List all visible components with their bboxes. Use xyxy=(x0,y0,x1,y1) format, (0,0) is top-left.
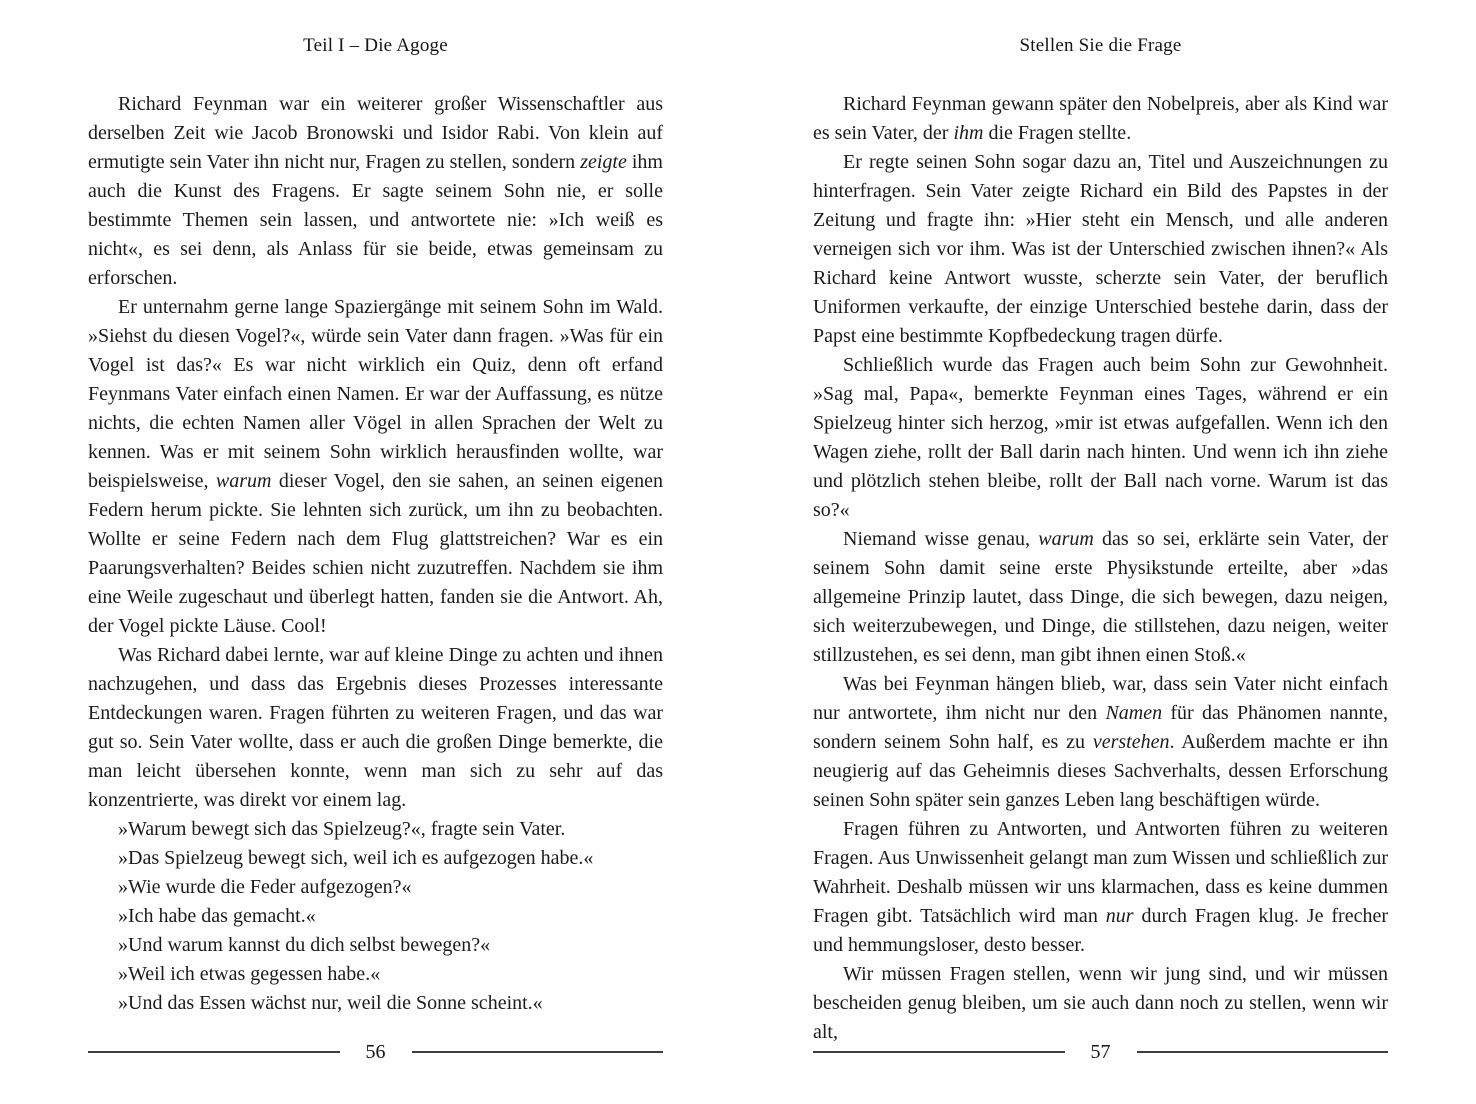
emphasized-text: nur xyxy=(1105,905,1134,927)
body-text: »Und warum kannst du dich selbst bewegen?« xyxy=(118,934,491,956)
page-footer-right xyxy=(738,1042,1476,1062)
paragraph xyxy=(813,525,1388,670)
page-number-right: 57 xyxy=(1090,1041,1111,1063)
body-text: Niemand wisse genau, xyxy=(843,528,1039,550)
body-text: »Ich habe das gemacht.« xyxy=(118,905,316,927)
page-footer-left xyxy=(0,1042,738,1062)
body-text: Richard Feynman gewann später den Nobelpreis, aber als Kind war es sein Vater, der xyxy=(813,93,1388,144)
paragraph xyxy=(88,902,663,931)
body-text: Wir müssen Fragen stellen, wenn wir jung sind, und wir müssen bescheiden genug bleiben, um sie auch dann noch zu stellen, wenn wir alt, xyxy=(813,963,1388,1043)
paragraph xyxy=(88,815,663,844)
running-head-right: Stellen Sie die Frage xyxy=(1019,35,1182,56)
paragraph xyxy=(88,989,663,1018)
page-body-right xyxy=(813,90,1388,1047)
body-text: für das Phänomen nannte, sondern seinem Sohn half, es zu xyxy=(813,702,1388,753)
page-right xyxy=(738,0,1476,1104)
footer-rule-right xyxy=(1137,1051,1389,1053)
paragraph xyxy=(88,90,663,293)
body-text: die Fragen stellte. xyxy=(983,122,1132,144)
paragraph xyxy=(813,670,1388,815)
paragraph xyxy=(88,873,663,902)
emphasized-text: warum xyxy=(1038,528,1094,550)
body-text: Er regte seinen Sohn sogar dazu an, Titel und Auszeichnungen zu hinterfragen. Sein Vater zeigte Richard ein Bild des Papstes in der Zeitung und fragte ihn: »Hier steht ein Mensch, und alle anderen verneigen sich vor ihm. Was ist der Unterschied zwischen ihnen?« Als Richard keine Antwort wusste, scherzte sein Vater, der beruflich Uniformen verkaufte, der einzige Unterschied bestehe darin, dass der Papst eine bestimmte Kopfbedeckung tragen dürfe. xyxy=(813,151,1388,347)
footer-rule-left xyxy=(813,1051,1065,1053)
page-number-left: 56 xyxy=(365,1041,386,1063)
body-text: Fragen führen zu Antworten, und Antworten führen zu weiteren Fragen. Aus Unwissenheit gelangt man zum Wissen und schließlich zur Wahrheit. Deshalb müssen wir uns klarmachen, dass es keine dummen Fragen gibt. Tatsächlich wird man xyxy=(813,818,1388,927)
emphasized-text: zeigte xyxy=(580,151,627,173)
paragraph xyxy=(813,351,1388,525)
running-head-left: Teil I – Die Agoge xyxy=(303,35,448,56)
paragraph xyxy=(88,293,663,641)
body-text: das so sei, erklärte sein Vater, der seinem Sohn damit seine erste Physikstunde erteilte, aber »das allgemeine Prinzip lautet, dass Dinge, die sich bewegen, dazu neigen, sich weiterzubewegen, und Dinge, die stillstehen, dazu neigen, weiter stillzustehen, es sei denn, man gibt ihnen einen Stoß.« xyxy=(813,528,1388,666)
body-text: ihm auch die Kunst des Fragens. Er sagte seinem Sohn nie, er solle bestimmte Themen sein lassen, und antwortete nie: »Ich weiß es nicht«, es sei denn, als Anlass für sie beide, etwas gemeinsam zu erforschen. xyxy=(88,151,663,289)
body-text: Was Richard dabei lernte, war auf kleine Dinge zu achten und ihnen nachzugehen, und dass das Ergebnis dieses Prozesses interessante Entdeckungen waren. Fragen führten zu weiteren Fragen, und das war gut so. Sein Vater wollte, dass er auch die großen Dinge bemerkte, die man leicht übersehen konnte, wenn man sich zu sehr auf das konzentrierte, was direkt vor einem lag. xyxy=(88,644,663,811)
body-text: Richard Feynman war ein weiterer großer Wissenschaftler aus derselben Zeit wie Jacob Bronowski und Isidor Rabi. Von klein auf ermutigte sein Vater ihn nicht nur, Fragen zu stellen, sondern xyxy=(88,93,663,173)
emphasized-text: Namen xyxy=(1105,702,1163,724)
emphasized-text: warum xyxy=(215,470,272,492)
body-text: »Weil ich etwas gegessen habe.« xyxy=(118,963,381,985)
body-text: Er unternahm gerne lange Spaziergänge mit seinem Sohn im Wald. »Siehst du diesen Vogel?«, würde sein Vater dann fragen. »Was für ein Vogel ist das?« Es war nicht wirklich ein Quiz, denn oft erfand Feynmans Vater einfach einen Namen. Er war der Auffassung, es nütze nichts, die echten Namen aller Vögel in allen Sprachen der Welt zu kennen. Was er mit seinem Sohn wirklich herausfinden wollte, war beispielsweise, xyxy=(88,296,663,492)
body-text: »Das Spielzeug bewegt sich, weil ich es aufgezogen habe.« xyxy=(118,847,594,869)
body-text: dieser Vogel, den sie sahen, an seinen eigenen Federn herum pickte. Sie lehnten sich zurück, um ihn zu beobachten. Wollte er seine Federn nach dem Flug glattstreichen? War es ein Paarungsverhalten? Beides schien nicht zuzutreffen. Nachdem sie ihm eine Weile zugeschaut und überlegt hatten, fanden sie die Antwort. Ah, der Vogel pickte Läuse. Cool! xyxy=(88,470,663,637)
body-text: . Außerdem machte er ihn neugierig auf das Geheimnis dieses Sachverhalts, dessen Erforschung seinen Sohn später sein ganzes Leben lang beschäftigen würde. xyxy=(813,731,1388,811)
body-text: »Und das Essen wächst nur, weil die Sonne scheint.« xyxy=(118,992,543,1014)
emphasized-text: ihm xyxy=(953,122,984,144)
body-text: Was bei Feynman hängen blieb, war, dass sein Vater nicht einfach nur antwortete, ihm nicht nur den xyxy=(813,673,1388,724)
body-text: Schließlich wurde das Fragen auch beim Sohn zur Gewohnheit. »Sag mal, Papa«, bemerkte Feynman eines Tages, während er ein Spielzeug hinter sich herzog, »mir ist etwas aufgefallen. Wenn ich den Wagen ziehe, rollt der Ball darin nach hinten. Und wenn ich ihn ziehe und plötzlich stehen bleibe, rollt der Ball nach vorne. Warum ist das so?« xyxy=(813,354,1388,521)
paragraph xyxy=(88,844,663,873)
paragraph xyxy=(813,148,1388,351)
body-text: »Wie wurde die Feder aufgezogen?« xyxy=(118,876,412,898)
paragraph xyxy=(88,960,663,989)
paragraph xyxy=(813,90,1388,148)
paragraph xyxy=(813,960,1388,1047)
footer-rule-left xyxy=(88,1051,340,1053)
page-body-left xyxy=(88,90,663,1018)
paragraph xyxy=(88,641,663,815)
paragraph xyxy=(813,815,1388,960)
emphasized-text: verstehen xyxy=(1092,731,1170,753)
body-text: »Warum bewegt sich das Spielzeug?«, fragte sein Vater. xyxy=(118,818,566,840)
footer-rule-right xyxy=(412,1051,664,1053)
paragraph xyxy=(88,931,663,960)
body-text: durch Fragen klug. Je frecher und hemmungsloser, desto besser. xyxy=(813,905,1388,956)
